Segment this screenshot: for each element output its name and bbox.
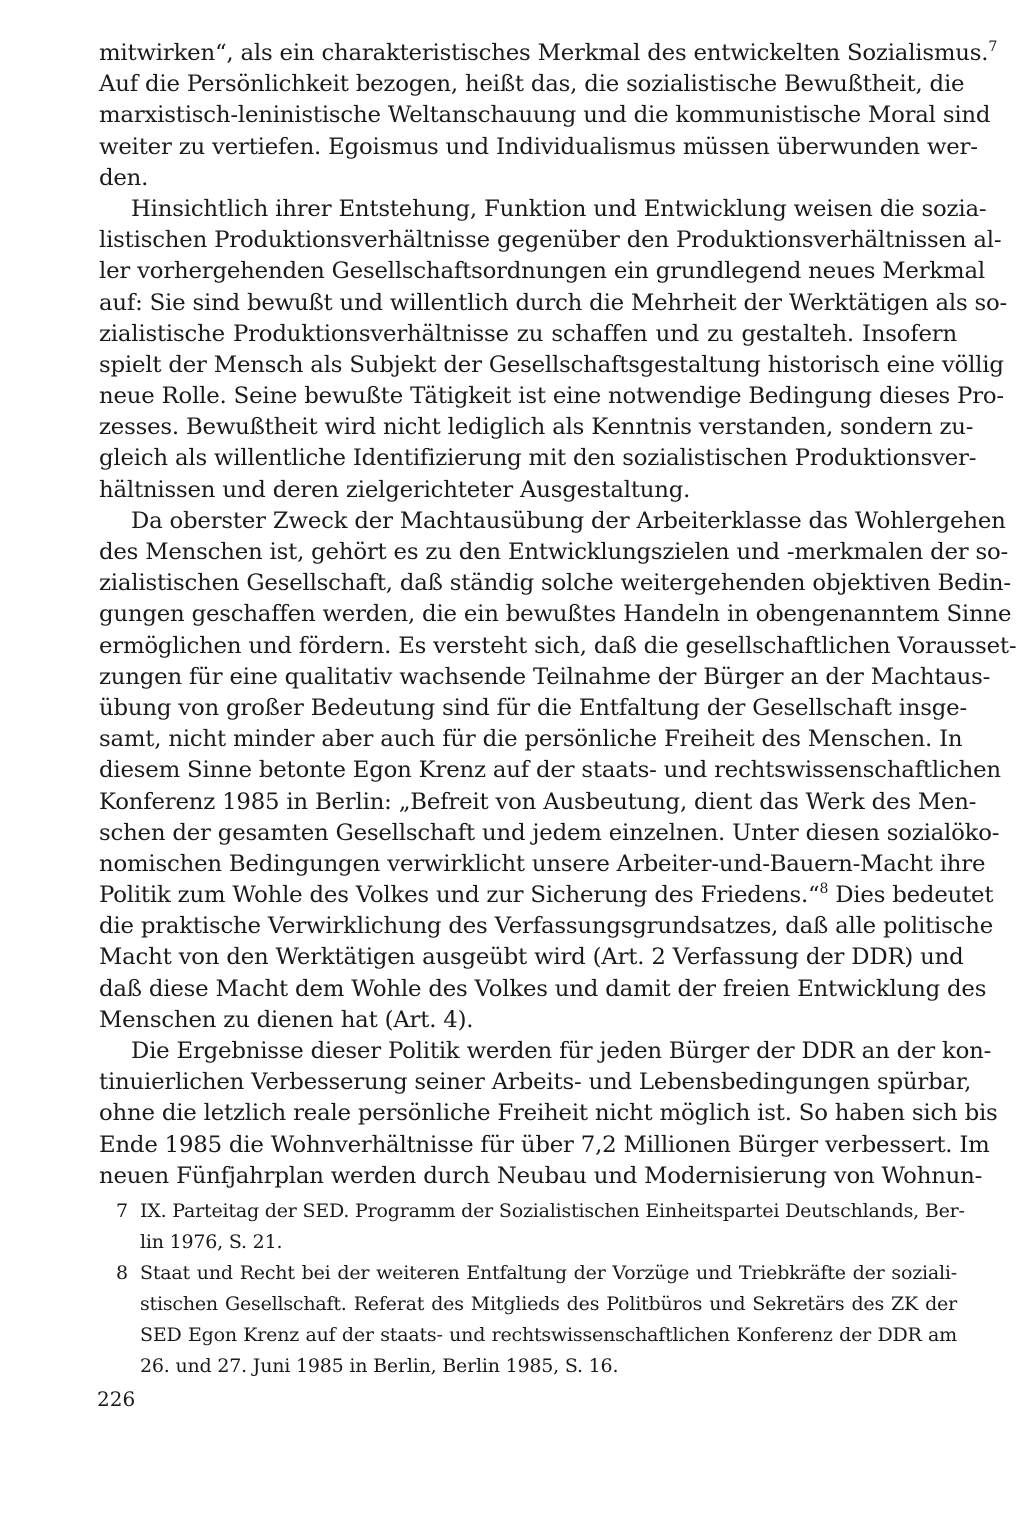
text-line-content: Macht von den Werktätigen ausgeübt wird (Art. 2 Verfassung der DDR) und xyxy=(99,944,964,971)
text-line-content: ohne die letzlich reale persönliche Freiheit nicht möglich ist. So haben sich bis xyxy=(99,1100,998,1127)
text-line-content: marxistisch-leninistische Weltanschauung und die kommunistische Moral sind xyxy=(99,102,991,129)
text-line xyxy=(99,755,1001,786)
text-line-content: neue Rolle. Seine bewußte Tätigkeit ist eine notwendige Bedingung dieses Pro- xyxy=(99,383,1004,410)
text-line xyxy=(99,256,985,287)
text-line-content: diesem Sinne betonte Egon Krenz auf der staats- und rechtswissenschaftlichen xyxy=(99,757,1001,784)
text-line xyxy=(99,942,964,973)
footnote-reference: 8 xyxy=(819,881,829,898)
text-line xyxy=(99,724,963,755)
footnote xyxy=(116,1258,957,1382)
text-line xyxy=(99,163,957,194)
text-line xyxy=(99,1161,983,1192)
text-line-content: schen der gesamten Gesellschaft und jedem einzelnen. Unter diesen sozialöko- xyxy=(99,819,1000,846)
text-line xyxy=(99,880,994,911)
text-line xyxy=(99,194,987,225)
text-line-content: des Menschen ist, gehört es zu den Entwicklungszielen und -merkmalen der so- xyxy=(99,539,1009,565)
text-line-content: Da oberster Zweck der Machtausübung der Arbeiterklasse das Wohlergehen xyxy=(131,507,1006,534)
text-line-content: tinuierlichen Verbesserung seiner Arbeits- und Lebensbedingungen spürbar, xyxy=(99,1069,972,1096)
footnote-line: stischen Gesellschaft. Referat des Mitglieds des Politbüros und Sekretärs des ZK der xyxy=(140,1293,957,1315)
text-line xyxy=(99,818,1000,849)
text-line xyxy=(99,1098,998,1129)
text-line-content: listischen Produktionsverhältnisse gegenüber den Produktionsverhältnissen al- xyxy=(99,227,1002,254)
footnote-number: 8 xyxy=(116,1262,129,1284)
text-line xyxy=(99,38,998,69)
text-line-tail: Dies bedeutet xyxy=(828,882,994,909)
text-line xyxy=(99,506,1006,537)
text-line-content: neuen Fünfjahrplan werden durch Neubau und Modernisierung von Wohnun- xyxy=(99,1162,983,1189)
text-line-content: ler vorhergehenden Gesellschaftsordnungen ein grundlegend neues Merkmal xyxy=(99,258,985,285)
text-line-content: nomischen Bedingungen verwirklicht unsere Arbeiter-und-Bauern-Macht ihre xyxy=(99,850,986,877)
footnote-line: Staat und Recht bei der weiteren Entfaltung der Vorzüge und Triebkräfte der soziali- xyxy=(140,1262,957,1284)
footnote-line: SED Egon Krenz auf der staats- und rechtswissenschaftlichen Konferenz der DDR am xyxy=(140,1324,957,1346)
footnote-number: 7 xyxy=(116,1200,129,1222)
text-line xyxy=(99,849,986,880)
text-line xyxy=(99,1067,972,1098)
text-line xyxy=(99,319,957,350)
text-line xyxy=(99,631,1017,662)
text-line-content: Hinsichtlich ihrer Entstehung, Funktion und Entwicklung weisen die sozia- xyxy=(131,195,987,222)
text-line xyxy=(99,693,967,724)
text-line xyxy=(99,662,991,693)
text-line-content: spielt der Mensch als Subjekt der Gesellschaftsgestaltung historisch eine völlig xyxy=(99,351,1004,378)
text-line xyxy=(99,599,1012,630)
text-line xyxy=(99,132,978,163)
text-line-content: daß diese Macht dem Wohle des Volkes und damit der freien Entwicklung des xyxy=(99,975,987,1002)
text-line-content: samt, nicht minder aber auch für die persönliche Freiheit des Menschen. In xyxy=(99,726,963,753)
text-line xyxy=(99,537,1009,568)
text-line-content: zesses. Bewußtheit wird nicht lediglich als Kenntnis verstanden, sondern zu- xyxy=(99,414,974,441)
text-line-content: Auf die Persönlichkeit bezogen, heißt das, die sozialistische Bewußtheit, die xyxy=(99,71,965,98)
text-line-content: zungen für eine qualitativ wachsende Teilnahme der Bürger an der Machtaus- xyxy=(99,663,991,690)
text-line-content: den. xyxy=(99,164,149,191)
text-line xyxy=(99,911,993,942)
text-line xyxy=(99,568,1011,599)
footnote-line: 26. und 27. Juni 1985 in Berlin, Berlin 1985, S. 16. xyxy=(140,1355,619,1377)
text-line-content: Ende 1985 die Wohnverhältnisse für über 7,2 Millionen Bürger verbessert. Im xyxy=(99,1131,990,1158)
text-line-content: Die Ergebnisse dieser Politik werden für jeden Bürger der DDR an der kon- xyxy=(131,1038,992,1064)
text-line-content: hältnissen und deren zielgerichteter Ausgestaltung. xyxy=(99,476,691,503)
text-line xyxy=(99,443,977,474)
text-line-content: zialistische Produktionsverhältnisse zu schaffen und zu gestalteh. Insofern xyxy=(99,320,957,347)
footnote-line: lin 1976, S. 21. xyxy=(140,1231,283,1253)
text-line xyxy=(99,412,974,443)
text-line xyxy=(99,69,965,100)
text-line xyxy=(99,475,957,506)
page-number: 226 xyxy=(97,1387,136,1411)
text-line xyxy=(99,350,1004,381)
text-line-content: ermöglichen und fördern. Es versteht sich, daß die gesellschaftlichen Vorausset- xyxy=(99,632,1017,659)
text-line xyxy=(99,381,1004,412)
footnote-reference: 7 xyxy=(988,39,998,55)
text-line-content: Menschen zu dienen hat (Art. 4). xyxy=(99,1006,474,1033)
text-line-content: auf: Sie sind bewußt und willentlich durch die Mehrheit der Werktätigen als so- xyxy=(99,289,1008,316)
footnote-line: IX. Parteitag der SED. Programm der Sozialistischen Einheitspartei Deutschlands, Ber- xyxy=(140,1200,965,1222)
text-line xyxy=(99,100,991,131)
footnotes xyxy=(116,1196,965,1382)
text-line xyxy=(99,1036,992,1067)
text-line-content: gungen geschaffen werden, die ein bewußtes Handeln in obengenanntem Sinne xyxy=(99,601,1012,628)
text-line-content: gleich als willentliche Identifizierung mit den sozialistischen Produktionsver- xyxy=(99,445,977,472)
text-line-content: zialistischen Gesellschaft, daß ständig solche weitergehenden objektiven Bedin- xyxy=(99,570,1011,597)
text-line xyxy=(99,288,1008,319)
text-line-content: Politik zum Wohle des Volkes und zur Sicherung des Friedens.“ xyxy=(99,882,820,909)
text-line xyxy=(99,787,977,818)
footnote xyxy=(116,1196,965,1258)
text-line-content: weiter zu vertiefen. Egoismus und Individualismus müssen überwunden wer- xyxy=(99,133,978,160)
text-line xyxy=(99,225,1002,256)
text-line-content: mitwirken“, als ein charakteristisches Merkmal des entwickelten Sozialismus. xyxy=(99,40,989,66)
text-line-content: die praktische Verwirklichung des Verfassungsgrundsatzes, daß alle politische xyxy=(99,913,993,940)
body-text xyxy=(99,38,1017,1192)
text-line xyxy=(99,974,987,1005)
text-line xyxy=(99,1130,990,1161)
text-line xyxy=(99,1005,957,1036)
text-line-content: Konferenz 1985 in Berlin: „Befreit von Ausbeutung, dient das Werk des Men- xyxy=(99,788,977,815)
text-line-content: übung von großer Bedeutung sind für die Entfaltung der Gesellschaft insge- xyxy=(99,694,967,721)
